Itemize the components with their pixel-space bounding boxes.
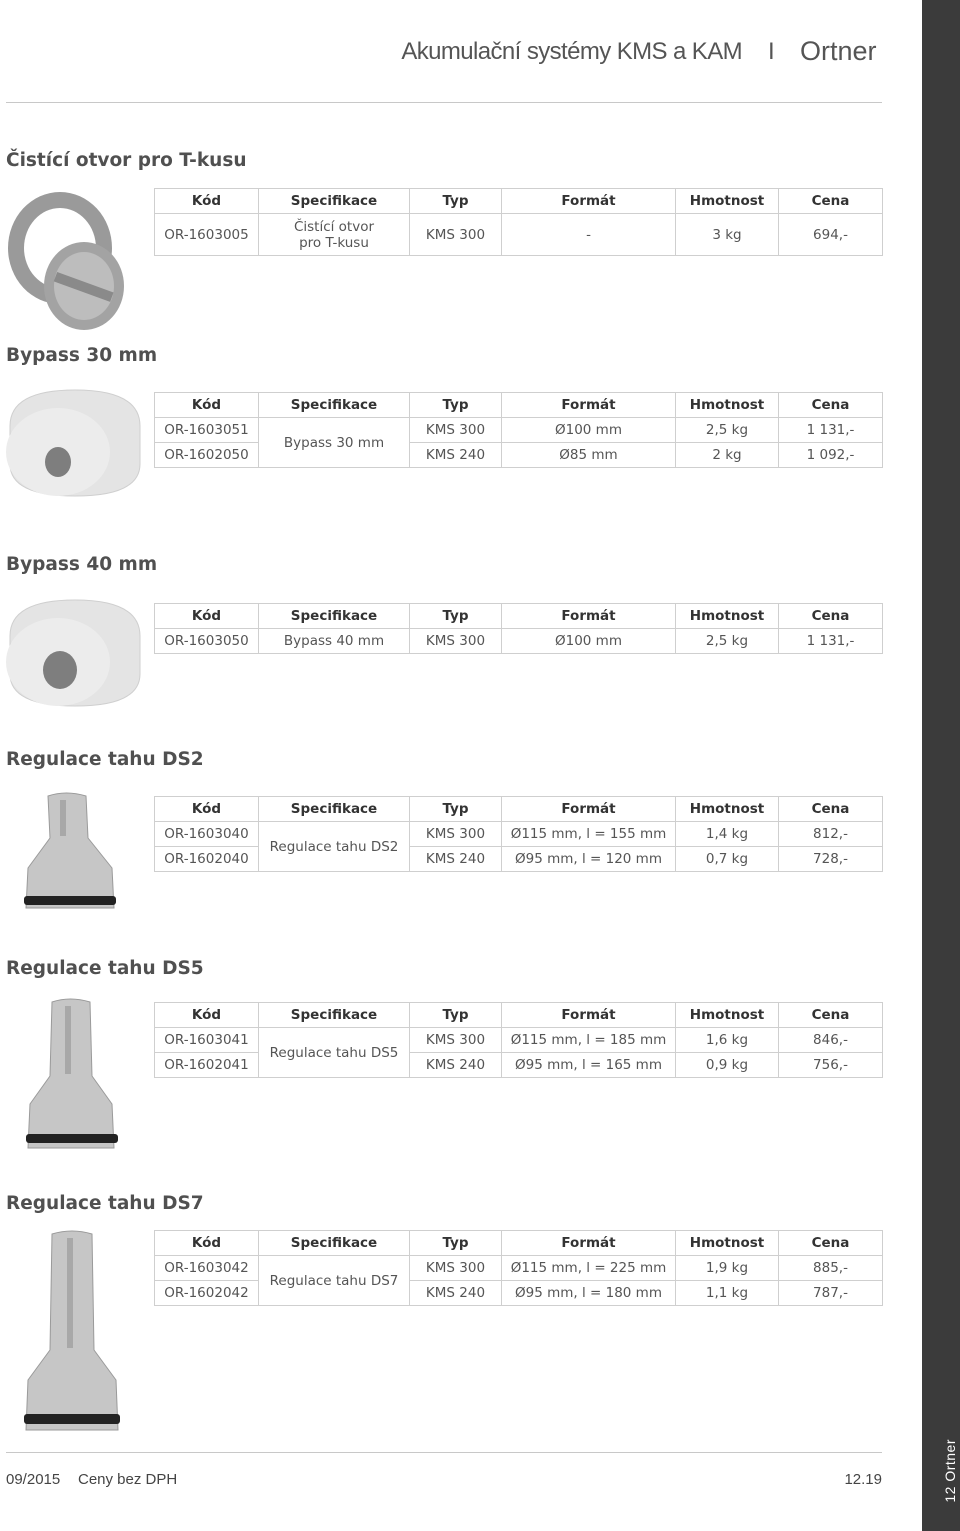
draft-regulator-ds7-image	[18, 1228, 134, 1442]
header-format: Formát	[502, 1231, 676, 1256]
cell-kod: OR-1603041	[155, 1028, 259, 1053]
cell-kod: OR-1602040	[155, 847, 259, 872]
cell-kod: OR-1602041	[155, 1053, 259, 1078]
cell-typ: KMS 240	[410, 1281, 502, 1306]
header-hmotnost: Hmotnost	[676, 604, 779, 629]
bypass-40-table	[154, 603, 883, 654]
cell-cena: 1 131,-	[779, 418, 883, 443]
cell-cena: 694,-	[779, 214, 883, 256]
cell-cena: 846,-	[779, 1028, 883, 1053]
cell-specifikace: Bypass 40 mm	[259, 629, 410, 654]
cell-format: Ø115 mm, l = 185 mm	[502, 1028, 676, 1053]
header-kod: Kód	[155, 604, 259, 629]
cell-hmotnost: 1,6 kg	[676, 1028, 779, 1053]
header-typ: Typ	[410, 393, 502, 418]
cell-typ: KMS 300	[410, 1256, 502, 1281]
cell-specifikace: Bypass 30 mm	[259, 418, 410, 468]
cell-kod: OR-1603050	[155, 629, 259, 654]
header-hmotnost: Hmotnost	[676, 797, 779, 822]
header-specifikace: Specifikace	[259, 604, 410, 629]
cleaning-opening-table	[154, 188, 883, 256]
section-title-bypass-40: Bypass 40 mm	[6, 554, 158, 575]
footer-date: 09/2015	[6, 1471, 61, 1488]
table-row	[155, 214, 883, 256]
cell-hmotnost: 1,1 kg	[676, 1281, 779, 1306]
header-typ: Typ	[410, 1231, 502, 1256]
header-format: Formát	[502, 1003, 676, 1028]
table-row	[155, 1028, 883, 1053]
side-tab-label: 12 Ortner	[942, 1439, 958, 1503]
cell-kod: OR-1603051	[155, 418, 259, 443]
draft-regulator-ds2-image	[18, 790, 128, 922]
header-typ: Typ	[410, 797, 502, 822]
spec-line: pro T-kusu	[299, 234, 369, 251]
cell-typ: KMS 240	[410, 443, 502, 468]
cell-typ: KMS 240	[410, 847, 502, 872]
header-format: Formát	[502, 189, 676, 214]
header-specifikace: Specifikace	[259, 393, 410, 418]
header-cena: Cena	[779, 189, 883, 214]
cell-format: Ø100 mm	[502, 629, 676, 654]
cell-format: Ø100 mm	[502, 418, 676, 443]
bypass-40-image	[0, 596, 150, 708]
ds2-table	[154, 796, 883, 872]
cell-typ: KMS 240	[410, 1053, 502, 1078]
header-cena: Cena	[779, 604, 883, 629]
cell-format: Ø85 mm	[502, 443, 676, 468]
header-cena: Cena	[779, 393, 883, 418]
cell-kod: OR-1603040	[155, 822, 259, 847]
header-specifikace: Specifikace	[259, 797, 410, 822]
spec-line: Čistící otvor	[293, 218, 375, 235]
header-cena: Cena	[779, 797, 883, 822]
section-title-cleaning-opening: Čistící otvor pro T-kusu	[6, 150, 247, 171]
bypass-30-image	[0, 386, 150, 498]
section-title-bypass-30: Bypass 30 mm	[6, 345, 158, 366]
cell-hmotnost: 2 kg	[676, 443, 779, 468]
header-specifikace: Specifikace	[259, 1231, 410, 1256]
draft-regulator-ds5-image	[20, 996, 130, 1160]
brand-name: Ortner	[800, 36, 877, 66]
section-title-ds2: Regulace tahu DS2	[6, 749, 204, 770]
cell-hmotnost: 3 kg	[676, 214, 779, 256]
cell-cena: 885,-	[779, 1256, 883, 1281]
header-specifikace: Specifikace	[259, 189, 410, 214]
side-tab	[922, 0, 960, 1531]
cell-format: Ø95 mm, l = 120 mm	[502, 847, 676, 872]
cell-typ: KMS 300	[410, 1028, 502, 1053]
header-format: Formát	[502, 604, 676, 629]
cell-format: Ø115 mm, l = 225 mm	[502, 1256, 676, 1281]
cell-typ: KMS 300	[410, 418, 502, 443]
cell-hmotnost: 2,5 kg	[676, 418, 779, 443]
cell-format: Ø95 mm, l = 180 mm	[502, 1281, 676, 1306]
cell-cena: 1 131,-	[779, 629, 883, 654]
header-typ: Typ	[410, 604, 502, 629]
page-number: 12.19	[844, 1471, 882, 1488]
header-format: Formát	[502, 393, 676, 418]
cell-format: Ø115 mm, l = 155 mm	[502, 822, 676, 847]
header-specifikace: Specifikace	[259, 1003, 410, 1028]
section-title-ds7: Regulace tahu DS7	[6, 1193, 204, 1214]
cleaning-opening-image	[0, 186, 134, 336]
ds5-table	[154, 1002, 883, 1078]
cell-specifikace: Regulace tahu DS7	[259, 1256, 410, 1306]
table-row	[155, 629, 883, 654]
cell-hmotnost: 1,4 kg	[676, 822, 779, 847]
cell-hmotnost: 0,9 kg	[676, 1053, 779, 1078]
section-title-ds5: Regulace tahu DS5	[6, 958, 204, 979]
header-separator: I	[768, 38, 775, 65]
header-hmotnost: Hmotnost	[676, 189, 779, 214]
cell-cena: 756,-	[779, 1053, 883, 1078]
header-typ: Typ	[410, 189, 502, 214]
cell-kod: OR-1603042	[155, 1256, 259, 1281]
page-title: Akumulační systémy KMS a KAM	[401, 38, 742, 65]
table-row	[155, 822, 883, 847]
table-row	[155, 418, 883, 443]
cell-specifikace: Regulace tahu DS5	[259, 1028, 410, 1078]
footer-note: Ceny bez DPH	[78, 1471, 178, 1488]
header-hmotnost: Hmotnost	[676, 1231, 779, 1256]
header-cena: Cena	[779, 1231, 883, 1256]
cell-typ: KMS 300	[410, 629, 502, 654]
ds7-table	[154, 1230, 883, 1306]
cell-hmotnost: 1,9 kg	[676, 1256, 779, 1281]
cell-format: -	[502, 214, 676, 256]
header-kod: Kód	[155, 393, 259, 418]
header-hmotnost: Hmotnost	[676, 1003, 779, 1028]
cell-cena: 728,-	[779, 847, 883, 872]
cell-cena: 812,-	[779, 822, 883, 847]
cell-cena: 787,-	[779, 1281, 883, 1306]
cell-format: Ø95 mm, l = 165 mm	[502, 1053, 676, 1078]
cell-specifikace: Regulace tahu DS2	[259, 822, 410, 872]
table-row	[155, 1256, 883, 1281]
cell-kod: OR-1602042	[155, 1281, 259, 1306]
header-typ: Typ	[410, 1003, 502, 1028]
header-kod: Kód	[155, 189, 259, 214]
cell-cena: 1 092,-	[779, 443, 883, 468]
cell-specifikace	[259, 214, 410, 256]
bypass-30-table	[154, 392, 883, 468]
cell-hmotnost: 0,7 kg	[676, 847, 779, 872]
header-kod: Kód	[155, 1231, 259, 1256]
header-kod: Kód	[155, 1003, 259, 1028]
footer-divider	[6, 1452, 882, 1453]
cell-kod: OR-1603005	[155, 214, 259, 256]
cell-typ: KMS 300	[410, 214, 502, 256]
header-format: Formát	[502, 797, 676, 822]
header-kod: Kód	[155, 797, 259, 822]
cell-typ: KMS 300	[410, 822, 502, 847]
cell-hmotnost: 2,5 kg	[676, 629, 779, 654]
header-hmotnost: Hmotnost	[676, 393, 779, 418]
header-cena: Cena	[779, 1003, 883, 1028]
cell-kod: OR-1602050	[155, 443, 259, 468]
header-divider	[6, 102, 882, 103]
